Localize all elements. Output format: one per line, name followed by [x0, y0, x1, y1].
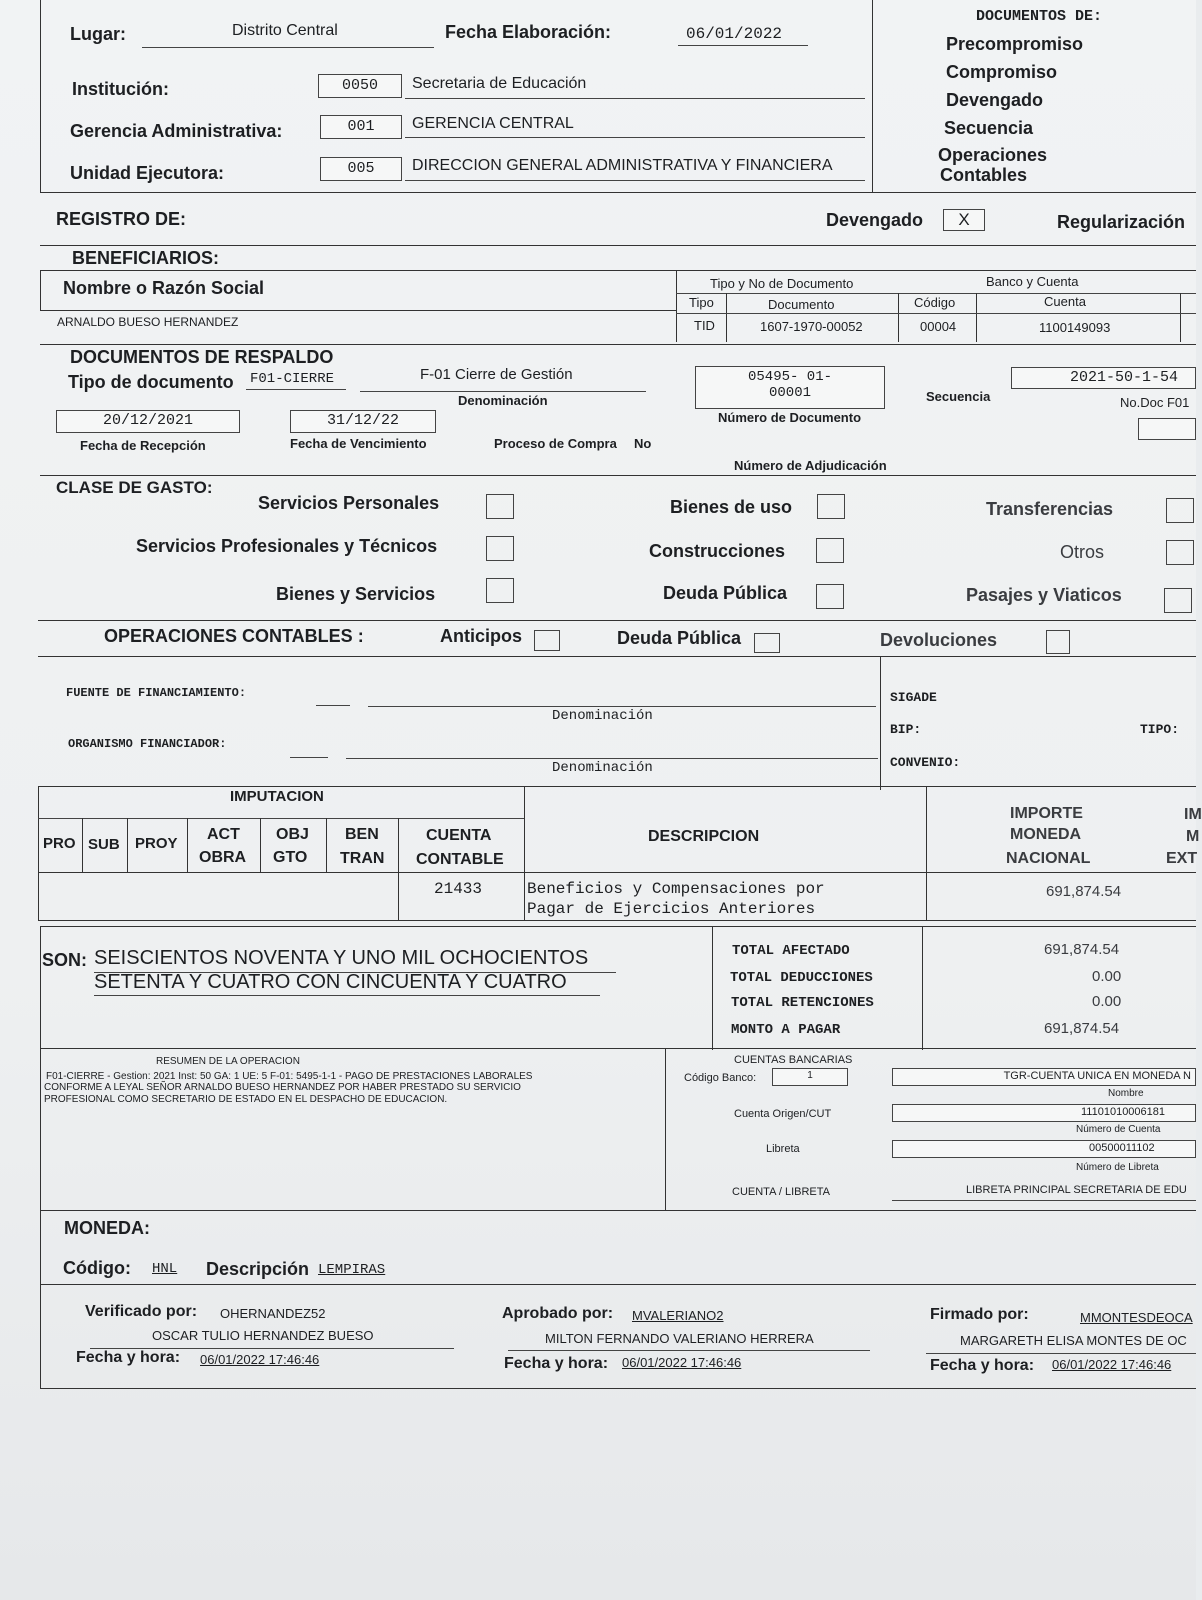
son-line1: SEISCIENTOS NOVENTA Y UNO MIL OCHOCIENTOS [94, 947, 589, 969]
col-cuenta-2: CONTABLE [416, 851, 504, 868]
unidad-name: DIRECCION GENERAL ADMINISTRATIVA Y FINANCIERA [412, 157, 833, 174]
header-bottom-line [40, 192, 1196, 193]
fuente-denominacion-label: Denominación [552, 708, 653, 724]
aprobado-name: MILTON FERNANDO VALERIANO HERRERA [545, 1331, 814, 1346]
imputacion-col-div-2 [127, 818, 128, 872]
resumen-divider [665, 1048, 666, 1210]
col-documento-header: Documento [768, 297, 835, 312]
proceso-compra-label: Proceso de Compra [494, 436, 617, 451]
col-ben-2: TRAN [340, 850, 385, 867]
col-pro: PRO [43, 835, 76, 852]
total-retenciones-value: 0.00 [1092, 993, 1122, 1010]
doc-type-compromiso: Compromiso [946, 62, 1058, 82]
total-afectado-label: TOTAL AFECTADO [732, 943, 850, 959]
total-deducciones-value: 0.00 [1092, 968, 1122, 985]
col-descripcion: DESCRIPCION [648, 828, 760, 845]
monto-pagar-label: MONTO A PAGAR [731, 1022, 841, 1038]
col-tipo-header: Tipo [689, 295, 714, 310]
doc-type-contables: Contables [940, 165, 1028, 185]
op-deuda-publica-checkbox[interactable] [754, 633, 780, 653]
gasto-pasajes-label: Pasajes y Viaticos [966, 585, 1122, 605]
gasto-transferencias-checkbox[interactable] [1166, 498, 1194, 523]
aprobado-label: Aprobado por: [502, 1305, 614, 1322]
op-anticipos-checkbox[interactable] [534, 630, 560, 651]
imputacion-top-line [38, 786, 1196, 787]
fecha-aprobado-value: 06/01/2022 17:46:46 [622, 1355, 742, 1370]
gasto-otros-label: Otros [1060, 542, 1105, 562]
totales-divider-2 [922, 926, 923, 1050]
unidad-label: Unidad Ejecutora: [70, 163, 225, 183]
fecha-elaboracion-label: Fecha Elaboración: [445, 22, 612, 42]
cuenta-origen-label: Cuenta Origen/CUT [734, 1108, 832, 1120]
gasto-construcciones-checkbox[interactable] [816, 538, 844, 563]
gasto-servicios-profesionales-checkbox[interactable] [486, 536, 514, 561]
son-line2: SETENTA Y CUATRO CON CINCUENTA Y CUATRO [94, 971, 567, 993]
institucion-name: Secretaria de Educación [412, 75, 587, 92]
moneda-descripcion-label: Descripción [206, 1259, 310, 1279]
proceso-compra-value: No [634, 436, 652, 451]
row-descripcion-line2: Pagar de Ejercicios Anteriores [527, 900, 816, 918]
denominacion-underline [360, 391, 646, 392]
operaciones-title: OPERACIONES CONTABLES : [104, 626, 364, 646]
nombre-header: Nombre o Razón Social [63, 278, 265, 298]
tipo-documento-value: F01-CIERRE [250, 371, 335, 387]
institucion-code: 0050 [318, 74, 402, 98]
cuenta-libreta-underline [892, 1200, 1196, 1201]
verificado-name: OSCAR TULIO HERNANDEZ BUESO [152, 1328, 374, 1343]
benef-col-divider-2 [726, 293, 727, 342]
fecha-underline [678, 45, 808, 46]
moneda-descripcion-value: LEMPIRAS [318, 1262, 386, 1278]
gasto-pasajes-checkbox[interactable] [1164, 588, 1192, 613]
clase-gasto-title: CLASE DE GASTO: [56, 478, 213, 497]
total-retenciones-label: TOTAL RETENCIONES [731, 995, 874, 1011]
benef-header-bottom [676, 313, 1196, 314]
fecha-vencimiento-label: Fecha de Vencimiento [290, 436, 427, 451]
cuenta-libreta-value: LIBRETA PRINCIPAL SECRETARIA DE EDU [966, 1184, 1187, 1196]
gerencia-label: Gerencia Administrativa: [70, 121, 283, 141]
header-divider [872, 0, 873, 192]
adjudicacion-label: Número de Adjudicación [734, 458, 887, 473]
gasto-deuda-publica-checkbox[interactable] [816, 584, 844, 609]
institucion-underline [405, 98, 865, 99]
op-anticipos-label: Anticipos [440, 626, 523, 646]
benef-col-divider-3 [898, 293, 899, 342]
tipo-doc-header: Tipo y No de Documento [710, 276, 854, 291]
col-cuenta-1: CUENTA [426, 827, 492, 844]
gerencia-underline [405, 137, 865, 138]
form-bottom-line [40, 1388, 1196, 1389]
financiamiento-divider [880, 656, 881, 790]
secuencia-value: 2021-50-1-54 [1011, 367, 1196, 389]
fecha-aprobado-label: Fecha y hora: [504, 1355, 609, 1372]
beneficiario-tipo: TID [694, 318, 715, 333]
banco-nombre-label: Nombre [1108, 1088, 1144, 1099]
documentos-de-title: DOCUMENTOS DE: [976, 8, 1103, 25]
sigade-label: SIGADE [890, 690, 937, 705]
totales-bottom-line [40, 1048, 1196, 1049]
op-devoluciones-label: Devoluciones [880, 630, 998, 650]
fecha-verificado-label: Fecha y hora: [76, 1349, 181, 1366]
imputacion-col-div-3 [187, 818, 188, 872]
row-importe: 691,874.54 [1046, 883, 1122, 900]
col-importe-3: NACIONAL [1006, 850, 1091, 867]
codigo-banco-label: Código Banco: [684, 1072, 757, 1084]
resumen-line3: PROFESIONAL COMO SECRETARIO DE ESTADO EN EL DESPACHO DE EDUCACION. [44, 1094, 448, 1105]
numero-cuenta-label: Número de Cuenta [1076, 1124, 1161, 1135]
secuencia-label: Secuencia [926, 389, 991, 404]
imputacion-col-div-6 [398, 818, 399, 920]
codigo-banco-value: 1 [772, 1068, 848, 1086]
unidad-code: 005 [320, 157, 402, 181]
gerencia-name: GERENCIA CENTRAL [412, 115, 574, 132]
institucion-label: Institución: [72, 79, 169, 99]
col-act-2: OBRA [199, 849, 247, 866]
organismo-label: ORGANISMO FINANCIADOR: [68, 737, 227, 751]
registro-devengado-label: Devengado [826, 210, 924, 230]
col-ben-1: BEN [345, 826, 379, 843]
bip-label: BIP: [890, 722, 922, 737]
doc-type-secuencia: Secuencia [944, 118, 1034, 138]
fuente-label: FUENTE DE FINANCIAMIENTO: [66, 686, 247, 700]
resumen-title: RESUMEN DE LA OPERACION [156, 1056, 300, 1067]
son-label: SON: [42, 950, 87, 970]
libreta-value: 00500011102 [892, 1140, 1196, 1158]
imputacion-col-div-1 [82, 818, 83, 872]
fuente-code-line [316, 705, 350, 706]
imputacion-col-div-4 [260, 818, 261, 872]
cuentas-bancarias-title: CUENTAS BANCARIAS [734, 1054, 853, 1066]
cuenta-origen-value: 11101010006181 [892, 1104, 1196, 1122]
monto-pagar-value: 691,874.54 [1044, 1020, 1120, 1037]
registro-label: REGISTRO DE: [56, 209, 187, 229]
beneficiarios-title: BENEFICIARIOS: [72, 248, 220, 268]
beneficiario-cuenta: 1100149093 [1039, 320, 1111, 335]
banco-nombre-value: TGR-CUENTA UNICA EN MONEDA N [892, 1068, 1196, 1086]
numero-documento-line1: 05495- 01- [747, 369, 832, 385]
lugar-label: Lugar: [70, 24, 126, 44]
numero-documento-label: Número de Documento [718, 410, 862, 425]
col-ext-3: EXT [1166, 850, 1198, 867]
total-afectado-value: 691,874.54 [1044, 941, 1120, 958]
benef-left-border [40, 270, 41, 310]
fecha-recepcion-value: 20/12/2021 [56, 410, 240, 433]
denominacion-label: Denominación [458, 393, 548, 408]
gasto-servicios-personales-label: Servicios Personales [258, 493, 440, 513]
registro-devengado-checkbox[interactable]: X [943, 209, 985, 231]
moneda-title: MONEDA: [64, 1218, 150, 1238]
registro-bottom-line [40, 245, 1196, 246]
numero-documento-line2: 00001 [768, 385, 811, 401]
gerencia-code: 001 [320, 115, 402, 139]
firmado-label: Firmado por: [930, 1306, 1029, 1323]
libreta-label: Libreta [766, 1143, 800, 1155]
beneficiario-codigo: 00004 [920, 319, 957, 334]
imputacion-col-div-5 [326, 818, 327, 872]
moneda-codigo-value: HNL [152, 1261, 178, 1277]
fecha-firmado-value: 06/01/2022 17:46:46 [1052, 1357, 1172, 1372]
moneda-left-border [40, 1210, 41, 1388]
son-underline-2 [94, 995, 600, 996]
row-cuenta-contable: 21433 [434, 880, 483, 898]
gasto-construcciones-label: Construcciones [649, 541, 786, 561]
firmado-user: MMONTESDEOCA [1080, 1310, 1193, 1325]
organismo-denominacion-label: Denominación [552, 760, 653, 776]
resumen-line1: F01-CIERRE - Gestion: 2021 Inst: 50 GA: 1 UE: 5 F-01: 5495-1-1 - PAGO DE PRESTACIONES LABORALES [46, 1071, 533, 1082]
imputacion-desc-left [524, 786, 525, 920]
tipo-documento-label: Tipo de documento [68, 372, 234, 392]
convenio-label: CONVENIO: [890, 755, 961, 770]
moneda-codigo-label: Código: [63, 1258, 131, 1278]
beneficiario-documento: 1607-1970-00052 [760, 319, 863, 334]
gasto-deuda-publica-label: Deuda Pública [663, 583, 788, 603]
firmado-underline [926, 1353, 1196, 1354]
numero-libreta-label: Número de Libreta [1076, 1162, 1159, 1173]
organismo-denominacion-line [346, 758, 878, 759]
gasto-transferencias-label: Transferencias [986, 499, 1114, 519]
col-importe-1: IMPORTE [1010, 805, 1083, 822]
organismo-code-line [290, 757, 328, 758]
lugar-value: Distrito Central [232, 22, 338, 39]
col-ext-2: M [1186, 828, 1200, 845]
op-devoluciones-checkbox[interactable] [1046, 630, 1070, 654]
benef-col-divider-5 [1180, 293, 1181, 342]
doc-type-operaciones: Operaciones [938, 145, 1048, 165]
firmado-name: MARGARETH ELISA MONTES DE OC [960, 1333, 1187, 1348]
doc-type-devengado: Devengado [946, 90, 1044, 110]
aprobado-user: MVALERIANO2 [632, 1308, 724, 1323]
col-ext-1: IM [1184, 806, 1202, 823]
col-sub: SUB [88, 836, 120, 853]
benef-subheader-line [676, 293, 1196, 294]
gasto-bienes-uso-label: Bienes de uso [670, 497, 793, 517]
col-obj-1: OBJ [276, 826, 309, 843]
gasto-servicios-personales-checkbox[interactable] [486, 494, 514, 519]
registro-regularizacion-label: Regularización [1057, 212, 1186, 232]
resumen-line2: CONFORME A LEYAL SEÑOR ARNALDO BUESO HERNANDEZ POR HABER PRESTADO SU SERVICIO [44, 1082, 521, 1093]
respaldo-title: DOCUMENTOS DE RESPALDO [70, 347, 334, 367]
denominacion-value: F-01 Cierre de Gestión [420, 366, 573, 383]
beneficiario-nombre: ARNALDO BUESO HERNANDEZ [57, 315, 239, 329]
imputacion-importe-left [926, 786, 927, 920]
aprobado-underline [508, 1350, 870, 1351]
gasto-bienes-servicios-label: Bienes y Servicios [276, 584, 436, 604]
totales-top-line [40, 926, 1196, 927]
totales-divider-1 [712, 926, 713, 1050]
col-obj-2: GTO [273, 849, 308, 866]
col-importe-2: MONEDA [1010, 826, 1082, 843]
benef-col-divider-1 [676, 270, 677, 342]
numero-documento-box [695, 366, 885, 409]
nodoc-box [1138, 418, 1196, 440]
gasto-bottom-line [38, 620, 1196, 621]
unidad-underline [405, 180, 865, 181]
operaciones-bottom-line [38, 656, 1196, 657]
totales-left-border [40, 926, 41, 1210]
col-cuenta-header: Cuenta [1044, 294, 1086, 309]
op-deuda-publica-label: Deuda Pública [617, 628, 742, 648]
imputacion-title: IMPUTACION [230, 788, 324, 805]
fecha-recepcion-label: Fecha de Recepción [80, 438, 206, 453]
fuente-denominacion-line [368, 706, 876, 707]
benef-bottom-line [40, 344, 1196, 345]
lugar-underline [142, 47, 434, 48]
header-left-border [40, 0, 41, 192]
nodoc-label: No.Doc F01 [1120, 395, 1190, 410]
moneda-bottom-line [40, 1284, 1196, 1285]
doc-type-precompromiso: Precompromiso [946, 34, 1084, 54]
fecha-firmado-label: Fecha y hora: [930, 1357, 1035, 1374]
benef-col-divider-4 [976, 293, 977, 342]
gasto-bienes-servicios-checkbox[interactable] [486, 578, 514, 603]
total-deducciones-label: TOTAL DEDUCCIONES [730, 970, 873, 986]
gasto-otros-checkbox[interactable] [1166, 540, 1194, 565]
imputacion-subheader-line [38, 818, 524, 819]
verificado-user: OHERNANDEZ52 [220, 1306, 326, 1321]
imputacion-left-border [38, 786, 39, 920]
tipo-documento-underline [246, 389, 346, 390]
benef-name-header-bottom [40, 310, 676, 311]
verificado-label: Verificado por: [85, 1303, 198, 1320]
fecha-elaboracion-value: 06/01/2022 [686, 25, 783, 43]
respaldo-bottom-line [40, 475, 1196, 476]
tipo-label: TIPO: [1140, 722, 1180, 737]
banco-header: Banco y Cuenta [986, 274, 1079, 289]
col-codigo-header: Código [914, 295, 956, 310]
row-descripcion-line1: Beneficios y Compensaciones por [527, 880, 825, 898]
imputacion-header-bottom [38, 872, 1196, 873]
gasto-servicios-profesionales-label: Servicios Profesionales y Técnicos [136, 536, 438, 556]
cuenta-libreta-label: CUENTA / LIBRETA [732, 1186, 831, 1198]
col-act-1: ACT [207, 826, 240, 843]
resumen-bottom-line [40, 1210, 1196, 1211]
beneficiarios-line [40, 270, 1196, 271]
col-proy: PROY [135, 835, 178, 852]
imputacion-bottom-line [38, 920, 1196, 921]
fecha-vencimiento-value: 31/12/22 [290, 410, 436, 433]
fecha-verificado-value: 06/01/2022 17:46:46 [200, 1352, 320, 1367]
gasto-bienes-uso-checkbox[interactable] [817, 494, 845, 519]
